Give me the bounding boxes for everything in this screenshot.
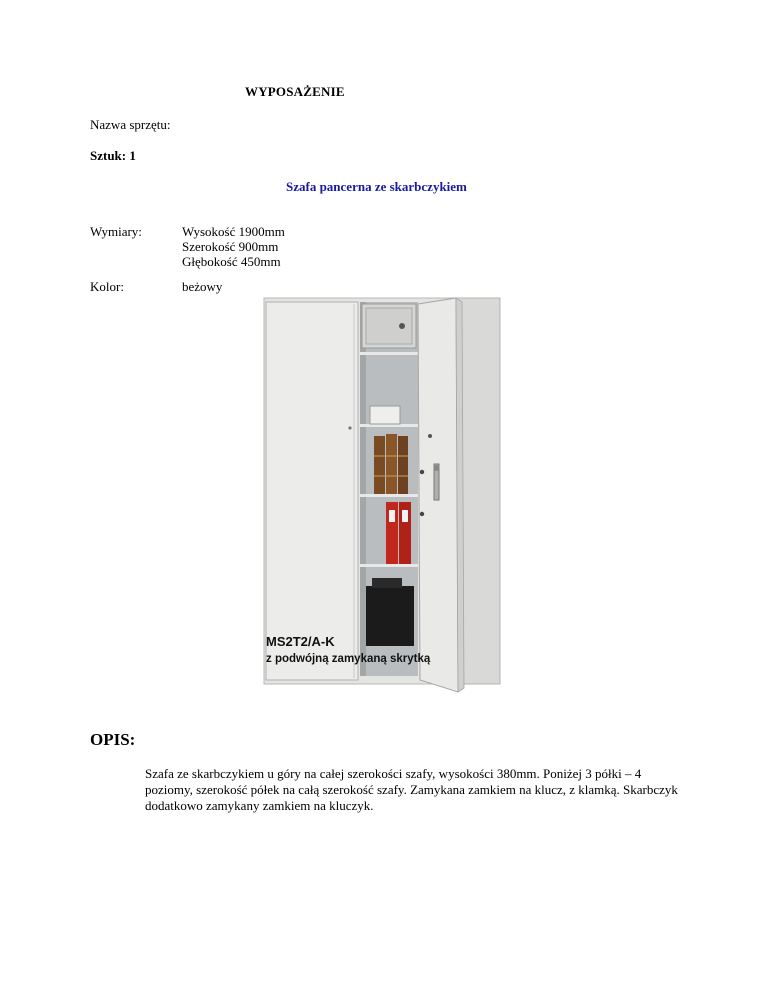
cabinet-model-caption: MS2T2/A-K <box>266 634 335 649</box>
cabinet-subcaption: z podwójną zamykaną skrytką <box>266 653 431 665</box>
product-title: Szafa pancerna ze skarbczykiem <box>286 179 467 194</box>
color-value: beżowy <box>182 279 223 294</box>
dimension-height: Wysokość 1900mm <box>182 224 285 239</box>
color-label: Kolor: <box>90 279 124 294</box>
dimension-depth: Głębokość 450mm <box>182 254 281 269</box>
description-text: Szafa ze skarbczykiem u góry na całej szerokości szafy, wysokości 380mm. Poniżej 3 półki – 4 poziomy, szerokość półek na całą szerokość szafy. Zamykana zamkiem na klucz, z klamką. Skarbczyk dodatkowo zamykany zamkiem na kluczyk. <box>145 766 678 813</box>
cabinet-image <box>262 296 512 696</box>
dimension-width: Szerokość 900mm <box>182 239 279 254</box>
quantity-label: Sztuk: 1 <box>90 148 136 163</box>
document-title: WYPOSAŻENIE <box>245 84 345 99</box>
dimensions-list <box>182 224 285 269</box>
dimensions-label: Wymiary: <box>90 224 142 239</box>
description-heading: OPIS: <box>90 730 136 749</box>
equipment-name-label: Nazwa sprzętu: <box>90 117 171 132</box>
